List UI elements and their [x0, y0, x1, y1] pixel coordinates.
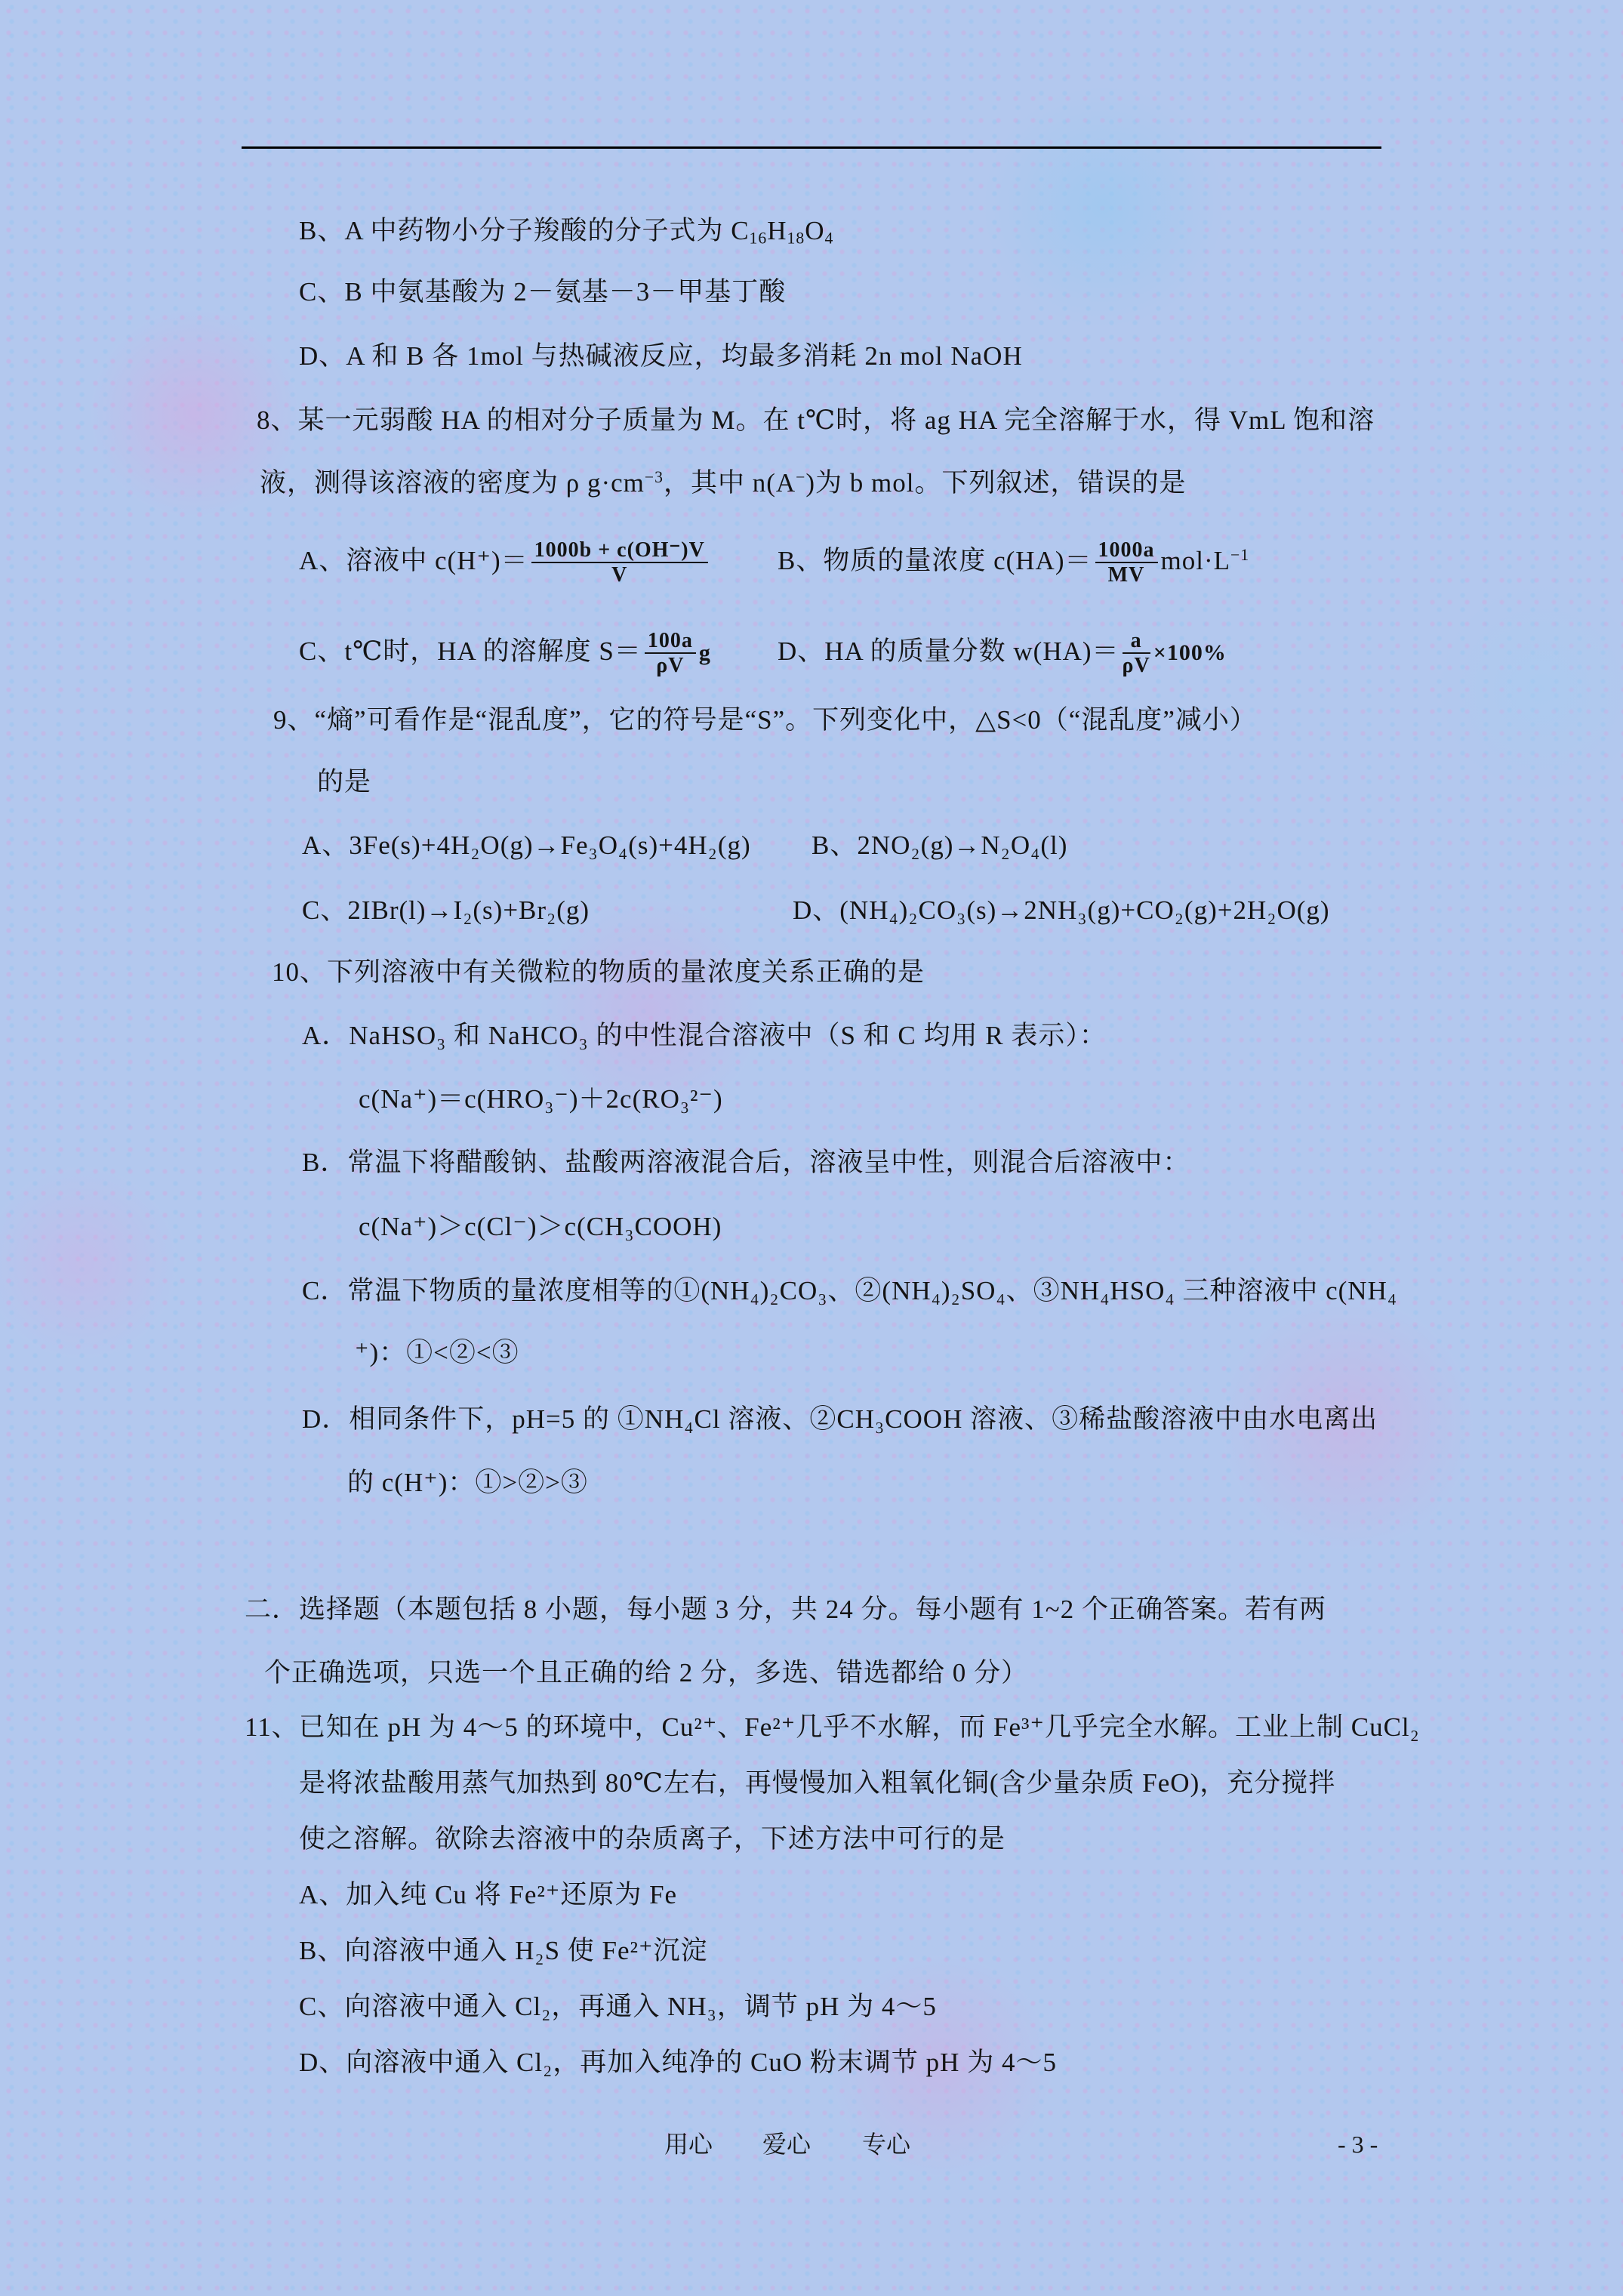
q10-option-c-line1: C．常温下物质的量浓度相等的①(NH₄)₂CO₃、②(NH₄)₂SO₄、③NH₄HSO₄ 三种溶液中 c(NH₄ [302, 1276, 1398, 1305]
q8-option-b-fraction: $\frac{1000a}{MV}$ [1095, 539, 1158, 587]
q10-option-a-line1: A．NaHSO₃ 和 NaHCO₃ 的中性混合溶液中（S 和 C 均用 R 表示）： [302, 1021, 1107, 1050]
q11-stem-line3: 使之溶解。欲除去溶液中的杂质离子，下述方法中可行的是 [299, 1824, 1006, 1854]
section2-heading-line2: 个正确选项，只选一个且正确的给 2 分，多选、错选都给 0 分） [264, 1658, 1029, 1687]
q11-option-d: D、向溶液中通入 Cl₂，再加入纯净的 CuO 粉末调节 pH 为 4～5 [299, 2048, 1057, 2077]
q10-option-c-line2: ⁺)：①<②<③ [355, 1338, 519, 1367]
q10-stem: 10、下列溶液中有关微粒的物质的量浓度关系正确的是 [272, 957, 925, 987]
q7-option-b: B、A 中药物小分子羧酸的分子式为 $C_{16}H_{18}O_4$ [299, 216, 834, 248]
q10-option-d-line2: 的 c(H⁺)：①>②>③ [347, 1468, 588, 1497]
footer-motto-3: 专心 [862, 2131, 911, 2158]
q9-stem-line1: 9、“熵”可看作是“混乱度”，它的符号是“S”。下列变化中，△S<0（“混乱度”减小） [273, 705, 1257, 735]
q8-option-c: C、t℃时，HA 的溶解度 S＝ $\frac{100a}{\rho V}$ g [299, 629, 711, 677]
q9-option-d: D、(NH₄)₂CO₃(s)→2NH₃(g)+CO₂(g)+2H₂O(g) [793, 895, 1330, 925]
q8-stem-line1: 8、某一元弱酸 HA 的相对分子质量为 M。在 t℃时，将 ag HA 完全溶解于水，得 VmL 饱和溶 [257, 405, 1375, 435]
q10-option-b-line1: B．常温下将醋酸钠、盐酸两溶液混合后，溶液呈中性，则混合后溶液中： [302, 1148, 1190, 1177]
footer-motto-1: 用心 [664, 2131, 713, 2158]
q8-option-d: D、HA 的质量分数 w(HA)＝ $\frac{a}{\rho V}$ ×100% [778, 629, 1227, 677]
q8-option-c-fraction: $\frac{100a}{\rho V}$ [645, 630, 696, 678]
header-rule [242, 146, 1381, 149]
q10-option-a-line2: c(Na⁺)＝c(HRO₃⁻)＋2c(RO₃²⁻) [359, 1084, 723, 1114]
q8-option-a-fraction: $\frac{1000b + c(OH^-)V}{V}$ [531, 539, 708, 587]
q11-option-b: B、向溶液中通入 H₂S 使 Fe²⁺沉淀 [299, 1936, 708, 1965]
q11-option-c: C、向溶液中通入 Cl₂，再通入 NH₃，调节 pH 为 4～5 [299, 1992, 937, 2021]
q10-option-b-line2: c(Na⁺)＞c(Cl⁻)＞c(CH₃COOH) [359, 1212, 722, 1241]
q11-option-a: A、加入纯 Cu 将 Fe²⁺还原为 Fe [299, 1880, 678, 1909]
footer-motto-2: 爱心 [762, 2131, 812, 2158]
q9-stem-line2: 的是 [317, 767, 372, 797]
q11-stem-line2: 是将浓盐酸用蒸气加热到 80℃左右，再慢慢加入粗氧化铜(含少量杂质 FeO)，充分搅拌 [299, 1768, 1336, 1798]
q9-option-a: A、3Fe(s)+4H₂O(g)→Fe₃O₄(s)+4H₂(g) [302, 831, 751, 860]
q7-option-d: D、A 和 B 各 1mol 与热碱液反应，均最多消耗 2n mol NaOH [299, 341, 1023, 371]
q9-option-b: B、2NO₂(g)→N₂O₄(l) [812, 831, 1068, 860]
q8-option-d-fraction: $\frac{a}{\rho V}$ [1122, 629, 1150, 677]
q8-option-b: B、物质的量浓度 c(HA)＝ $\frac{1000a}{MV}$ $mol\cdot L^{-1}$ [778, 538, 1250, 587]
q8-option-a: A、溶液中 c(H⁺)＝ $\frac{1000b + c(OH^-)V}{V}$ [299, 539, 711, 587]
q9-option-c: C、2IBr(l)→I₂(s)+Br₂(g) [302, 895, 590, 925]
page-number: - 3 - [1338, 2131, 1378, 2158]
q8-stem-line2: 液，测得该溶液的密度为 ρ $g\cdot cm^{-3}$，其中 n(A−)为 b mol。下列叙述，错误的是 [260, 468, 1187, 498]
section2-heading-line1: 二．选择题（本题包括 8 小题，每小题 3 分，共 24 分。每小题有 1~2 个正确答案。若有两 [245, 1595, 1326, 1624]
q7-option-c: C、B 中氨基酸为 2－氨基－3－甲基丁酸 [299, 277, 787, 307]
q11-stem-line1: 11、已知在 pH 为 4～5 的环境中，Cu²⁺、Fe²⁺几乎不水解，而 Fe³⁺几乎完全水解。工业上制 CuCl₂ [245, 1712, 1420, 1742]
q10-option-d-line1: D．相同条件下，pH=5 的 ①NH₄Cl 溶液、②CH₃COOH 溶液、③稀盐酸溶液中由水电离出 [302, 1404, 1378, 1434]
